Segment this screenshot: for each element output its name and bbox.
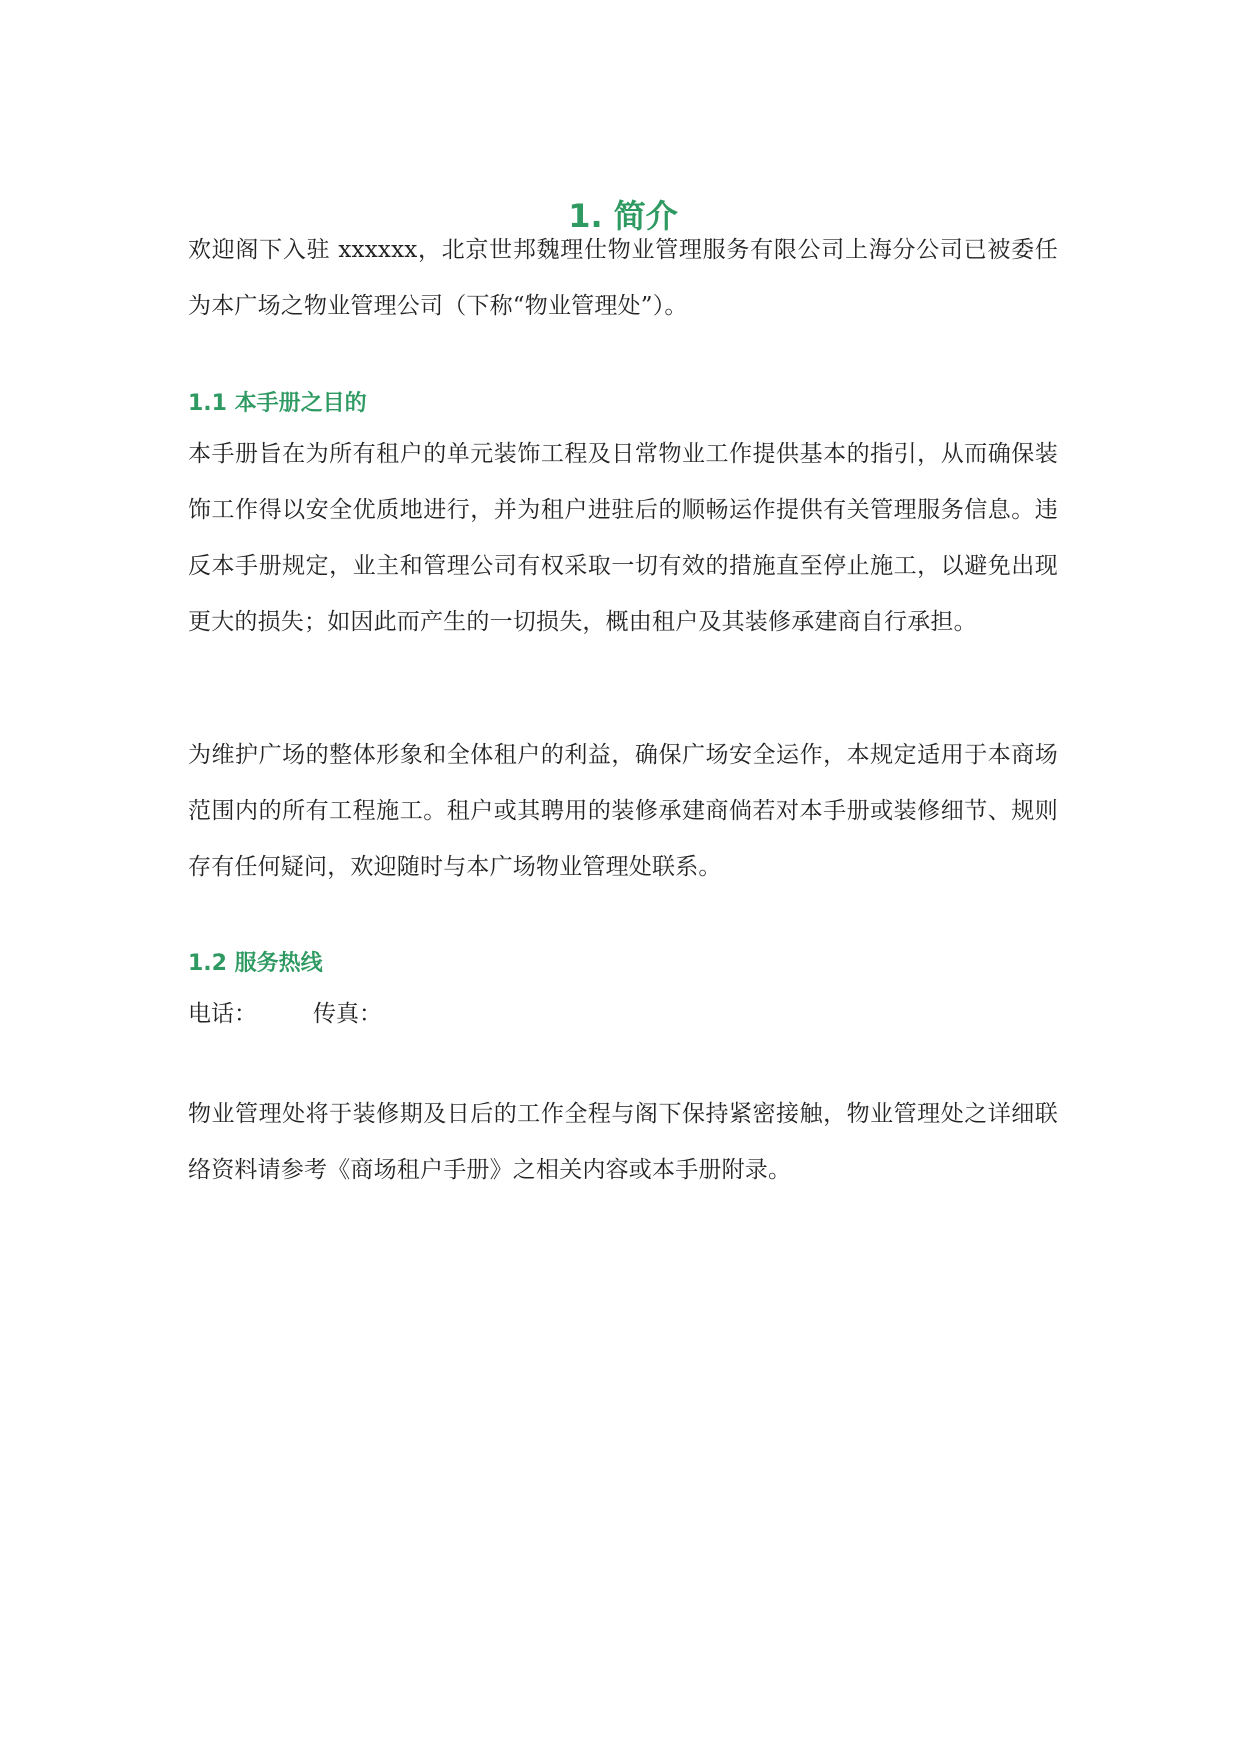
purpose-paragraph: 本手册旨在为所有租户的单元装饰工程及日常物业工作提供基本的指引，从而确保装饰工作得以安全优质地进行，并为租户进驻后的顺畅运作提供有关管理服务信息。违反本手册规定，业主和管理公司有权采取一切有效的措施直至停止施工，以避免出现更大的损失；如因此而产生的一切损失，概由租户及其装修承建商自行承担。 — [188, 441, 1058, 635]
intro-paragraph: 欢迎阁下入驻 xxxxxx，北京世邦魏理仕物业管理服务有限公司上海分公司已被委任为本广场之物业管理公司（下称“物业管理处”）。 — [188, 237, 1058, 319]
subsection-title-hotline: 1.2 服务热线 — [188, 951, 323, 976]
scope-paragraph: 为维护广场的整体形象和全体租户的利益，确保广场安全运作，本规定适用于本商场范围内的所有工程施工。租户或其聘用的装修承建商倘若对本手册或装修细节、规则存有任何疑问，欢迎随时与本广场物业管理处联系。 — [188, 742, 1058, 880]
section-title: 1. 简介 — [568, 197, 678, 235]
contact-row — [188, 986, 382, 1042]
fax-label: 传真： — [313, 1001, 382, 1027]
phone-label: 电话： — [188, 1001, 257, 1027]
subsection-title-purpose: 1.1 本手册之目的 — [188, 391, 367, 416]
contact-info-paragraph: 物业管理处将于装修期及日后的工作全程与阁下保持紧密接触，物业管理处之详细联络资料请参考《商场租户手册》之相关内容或本手册附录。 — [188, 1101, 1058, 1183]
